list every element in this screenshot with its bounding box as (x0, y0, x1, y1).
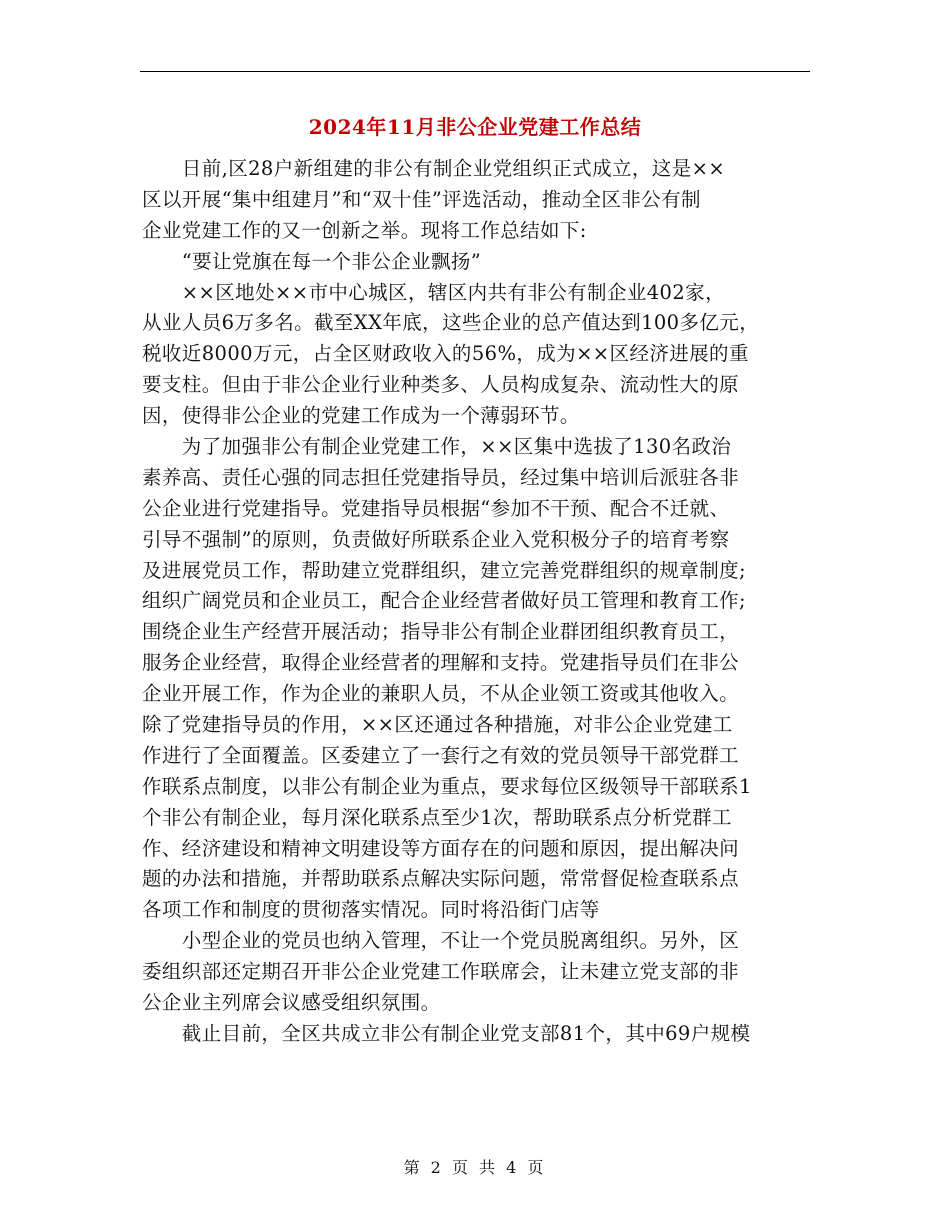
text-line: 个非公有制企业，每月深化联系点至少1次，帮助联系点分析党群工 (142, 805, 732, 829)
text-line: 企业党建工作的又一创新之举。现将工作总结如下: (142, 218, 587, 242)
document-title: 2024年11月非公企业党建工作总结 (308, 115, 642, 139)
text-line: “要让党旗在每一个非公企业飘扬” (142, 249, 482, 273)
text-line: 各项工作和制度的贯彻落实情况。同时将沿街门店等 (142, 898, 600, 922)
text-line: 题的办法和措施，并帮助联系点解决实际问题，常常督促检查联系点 (142, 867, 740, 891)
text-line: 要支柱。但由于非公企业行业种类多、人员构成复杂、流动性大的原 (142, 373, 740, 397)
text-line: 截止目前，全区共成立非公有制企业党支部81个，其中69户规模 (142, 1021, 751, 1045)
text-line: 组织广阔党员和企业员工，配合企业经营者做好员工管理和教育工作; (142, 589, 746, 613)
text-line: 引导不强制”的原则，负责做好所联系企业入党积极分子的培育考察 (142, 527, 730, 551)
text-line: 公企业进行党建指导。党建指导员根据“参加不干预、配合不迁就、 (142, 496, 730, 520)
text-line: 从业人员6万多名。截至XX年底，这些企业的总产值达到100多亿元， (142, 311, 760, 335)
text-line: 因，使得非公企业的党建工作成为一个薄弱环节。 (142, 404, 580, 428)
text-line: 小型企业的党员也纳入管理，不让一个党员脱离组织。另外，区 (142, 929, 740, 953)
text-line: 作联系点制度，以非公有制企业为重点，要求每位区级领导干部联系1 (142, 774, 752, 798)
text-line: ××区地处××市中心城区，辖区内共有非公有制企业402家， (142, 280, 725, 304)
header-rule (140, 71, 810, 72)
text-line: 及进展党员工作，帮助建立党群组织，建立完善党群组织的规章制度; (142, 558, 746, 582)
text-line: 日前,区28户新组建的非公有制企业党组织正式成立，这是×× (142, 157, 726, 180)
text-line: 服务企业经营，取得企业经营者的理解和支持。党建指导员们在非公 (142, 651, 740, 675)
text-line: 委组织部还定期召开非公企业党建工作联席会，让未建立党支部的非 (142, 960, 740, 984)
page-footer: 第 2 页 共 4 页 (403, 1158, 547, 1177)
text-line: 作进行了全面覆盖。区委建立了一套行之有效的党员领导干部党群工 (142, 743, 740, 767)
text-line: 除了党建指导员的作用，××区还通过各种措施，对非公企业党建工 (142, 713, 733, 737)
text-line: 素养高、责任心强的同志担任党建指导员，经过集中培训后派驻各非 (142, 465, 740, 489)
text-line: 为了加强非公有制企业党建工作，××区集中选拔了130名政治 (142, 435, 732, 459)
text-line: 税收近8000万元，占全区财政收入的56%，成为××区经济进展的重 (142, 342, 749, 366)
text-line: 企业开展工作，作为企业的兼职人员，不从企业领工资或其他收入。 (142, 682, 740, 706)
document-body (142, 154, 810, 1050)
text-line: 围绕企业生产经营开展活动；指导非公有制企业群团组织教育员工， (142, 620, 740, 644)
text-line: 公企业主列席会议感受组织氛围。 (142, 991, 441, 1015)
text-line: 区以开展“集中组建月”和“双十佳”评选活动，推动全区非公有制 (142, 187, 701, 211)
text-line: 作、经济建设和精神文明建设等方面存在的问题和原因，提出解决问 (142, 836, 740, 860)
